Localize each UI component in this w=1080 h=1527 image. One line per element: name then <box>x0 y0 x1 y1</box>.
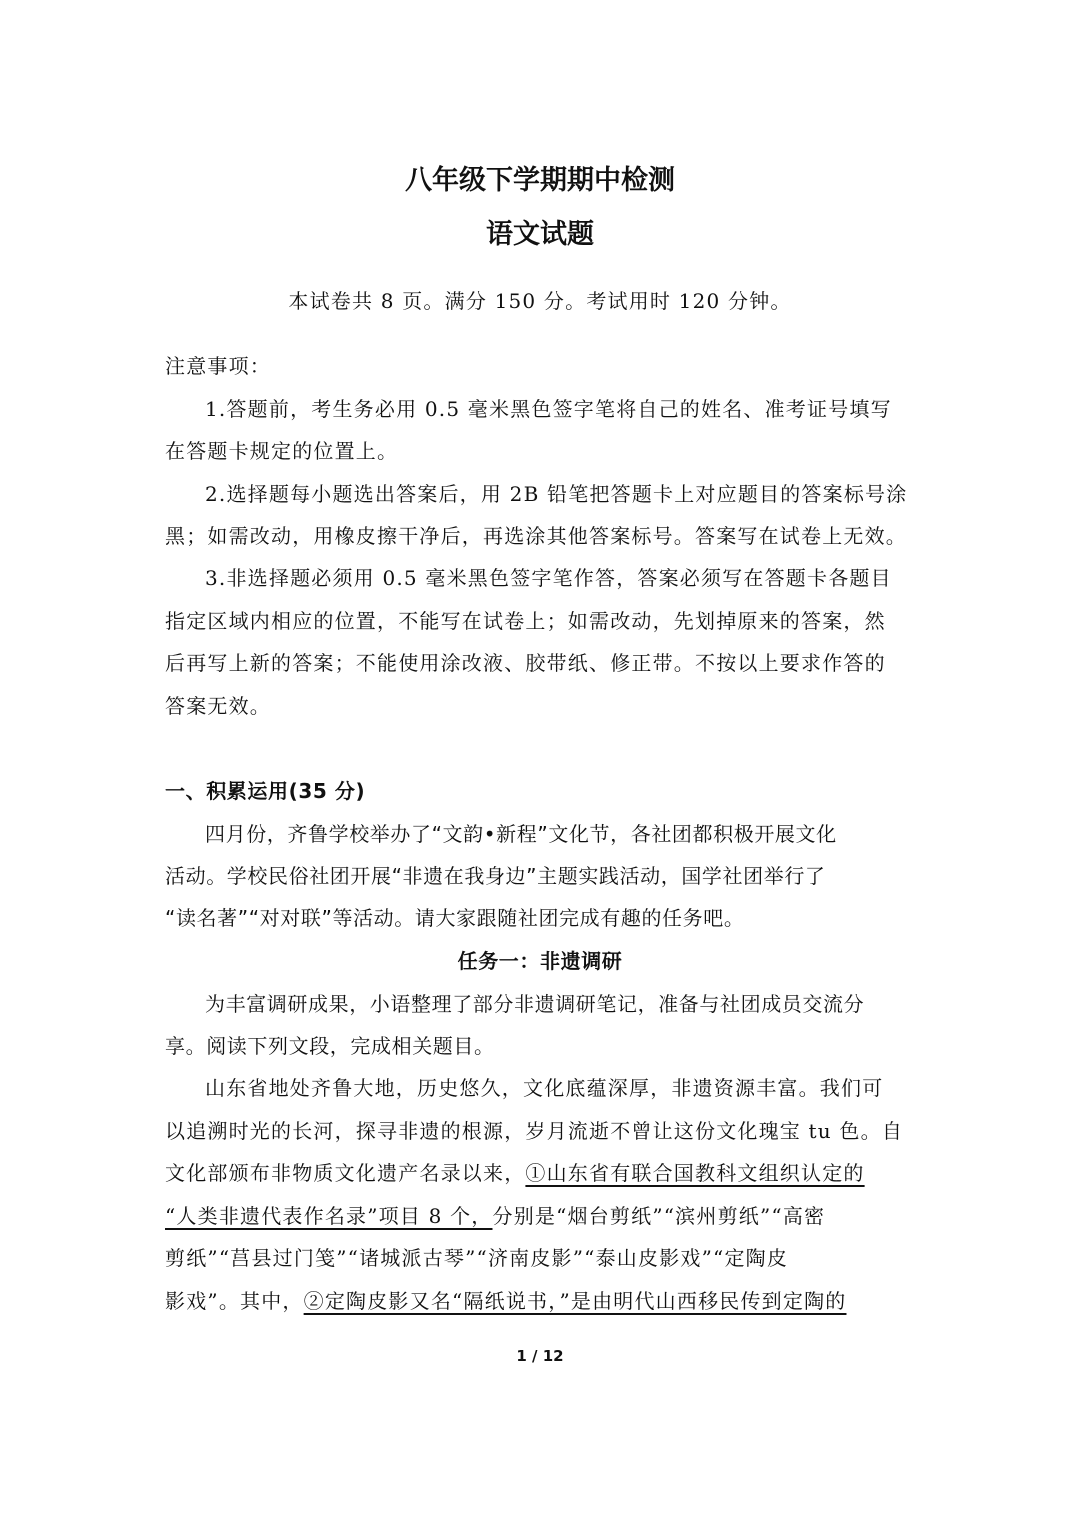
passage-line-6 <box>165 1285 925 1314</box>
underlined-sentence-2: ②定陶皮影又名“隔纸说书，”是由明代山西移民传到定陶的 <box>303 1289 847 1313</box>
task-intro-line-2: 享。阅读下列文段，完成相关题目。 <box>165 1034 495 1058</box>
intro-line-2: 活动。学校民俗社团开展“非遗在我身边”主题实践活动，国学社团举行了 <box>165 864 826 888</box>
notice-1-line-2: 在答题卡规定的位置上。 <box>165 439 399 463</box>
section-heading: 一、积累运用(35 分) <box>165 779 366 803</box>
intro-line-1: 四月份，齐鲁学校举办了“文韵•新程”文化节，各社团都积极开展文化 <box>205 822 837 846</box>
passage-text: 文化部颁布非物质文化遗产名录以来， <box>165 1161 526 1185</box>
underlined-sentence-1-start: ①山东省有联合国教科文组织认定的 <box>525 1161 865 1185</box>
notice-3-line-3: 后再写上新的答案；不能使用涂改液、胶带纸、修正带。不按以上要求作答的 <box>165 651 886 675</box>
exam-title: 八年级下学期期中检测 <box>405 165 675 196</box>
exam-info: 本试卷共 8 页。满分 150 分。考试用时 120 分钟。 <box>288 289 792 313</box>
intro-line-3: “读名著”“对对联”等活动。请大家跟随社团完成有趣的任务吧。 <box>165 906 745 930</box>
passage-text: 影戏”。其中， <box>165 1289 304 1313</box>
passage-line-1: 山东省地处齐鲁大地，历史悠久，文化底蕴深厚，非遗资源丰富。我们可 <box>205 1076 884 1100</box>
notice-2-line-1: 2.选择题每小题选出答案后，用 2B 铅笔把答题卡上对应题目的答案标号涂 <box>205 482 908 506</box>
notice-1-line-1: 1.答题前，考生务必用 0.5 毫米黑色签字笔将自己的姓名、准考证号填写 <box>205 397 892 421</box>
notice-heading: 注意事项： <box>165 354 271 378</box>
exam-subtitle: 语文试题 <box>486 219 594 250</box>
passage-line-5: 剪纸”“莒县过门笺”“诸城派古琴”“济南皮影”“泰山皮影戏”“定陶皮 <box>165 1246 789 1270</box>
passage-text: 分别是“烟台剪纸”“滨州剪纸”“高密 <box>492 1204 826 1228</box>
passage-line-3 <box>165 1157 925 1186</box>
task-heading: 任务一：非遗调研 <box>457 949 623 973</box>
notice-3-line-1: 3.非选择题必须用 0.5 毫米黑色签字笔作答，答案必须写在答题卡各题目 <box>205 566 892 590</box>
task-intro-line-1: 为丰富调研成果，小语整理了部分非遗调研笔记，准备与社团成员交流分 <box>205 992 865 1016</box>
notice-3-line-2: 指定区域内相应的位置，不能写在试卷上；如需改动，先划掉原来的答案，然 <box>165 609 886 633</box>
page-number: 1 / 12 <box>516 1347 564 1365</box>
passage-line-2: 以追溯时光的长河，探寻非遗的根源，岁月流逝不曾让这份文化瑰宝 tu 色。自 <box>165 1119 904 1143</box>
passage-line-4 <box>165 1200 925 1229</box>
notice-2-line-2: 黑；如需改动，用橡皮擦干净后，再选涂其他答案标号。答案写在试卷上无效。 <box>165 524 907 548</box>
notice-3-line-4: 答案无效。 <box>165 694 271 718</box>
underlined-sentence-1-end: “人类非遗代表作名录”项目 8 个， <box>165 1204 493 1228</box>
